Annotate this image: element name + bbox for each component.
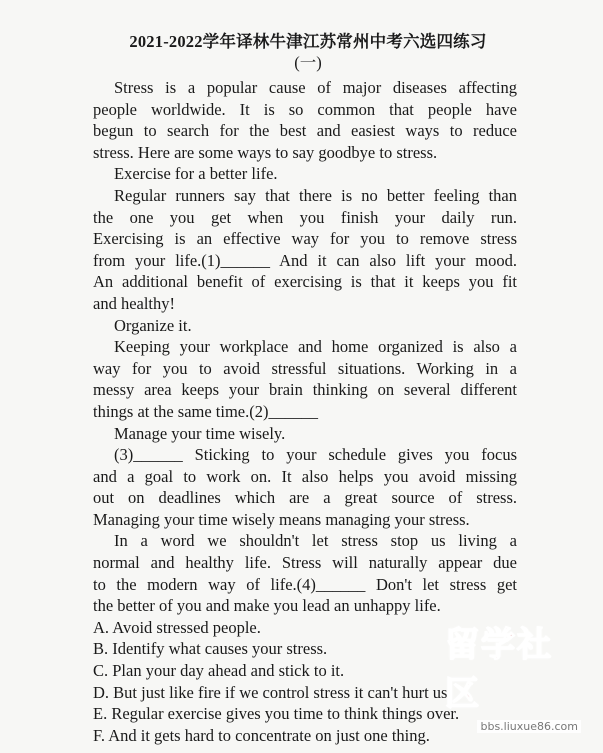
passage-line: Regular runners say that there is no better feeling than — [114, 185, 517, 205]
document-title: 2021-2022学年译林牛津江苏常州中考六选四练习 — [129, 32, 487, 51]
section-heading: Exercise for a better life. — [114, 164, 278, 184]
option-c: C. Plan your day ahead and stick to it. — [93, 661, 345, 681]
passage-line: normal and healthy life. Stress will naturally appear due — [93, 553, 517, 573]
passage-line: begun to search for the best and easiest ways to reduce — [93, 121, 517, 141]
passage-line: way for you to avoid stressful situations. Working in a — [93, 358, 517, 378]
watermark-url: bbs.liuxue86.com — [477, 720, 581, 733]
passage-line: things at the same time.(2)______ — [93, 401, 318, 421]
watermark-brand: 留学社区 — [445, 625, 553, 714]
passage — [93, 77, 517, 617]
section-heading: Organize it. — [114, 315, 192, 335]
option-f: F. And it gets hard to concentrate on just one thing. — [93, 725, 430, 745]
passage-line: out on deadlines which are a great source of stress. — [93, 488, 517, 508]
site-watermark — [445, 625, 595, 745]
passage-line: Keeping your workplace and home organized is also a — [114, 337, 517, 357]
passage-line: Managing your time wisely means managing your stress. — [93, 509, 470, 529]
option-b: B. Identify what causes your stress. — [93, 639, 328, 659]
option-d: D. But just like fire if we control stress it can't hurt us. — [93, 682, 452, 702]
passage-line: from your life.(1)______ And it can also lift your mood. — [93, 250, 517, 270]
option-a: A. Avoid stressed people. — [93, 617, 261, 637]
passage-line: (3)______ Sticking to your schedule gives you focus — [114, 445, 517, 465]
passage-line: In a word we shouldn't let stress stop us living a — [114, 531, 517, 551]
option-e: E. Regular exercise gives you time to think things over. — [93, 704, 460, 724]
passage-line: Stress is a popular cause of major diseases affecting — [114, 78, 517, 97]
passage-line: and healthy! — [93, 293, 176, 313]
passage-line: the one you get when you finish your daily run. — [93, 207, 517, 227]
passage-line: and a goal to work on. It also helps you avoid missing — [93, 466, 517, 486]
passage-line: stress. Here are some ways to say goodbye to stress. — [93, 142, 438, 162]
passage-line: An additional benefit of exercising is that it keeps you fit — [93, 272, 517, 292]
document-subtitle: (一) — [294, 53, 322, 72]
passage-line: the better of you and make you lead an unhappy life. — [93, 596, 441, 616]
section-heading: Manage your time wisely. — [114, 423, 286, 443]
passage-line: Exercising is an effective way for you to remove stress — [93, 229, 517, 249]
passage-line: to the modern way of life.(4)______ Don't let stress get — [93, 574, 517, 594]
passage-line: people worldwide. It is so common that people have — [93, 99, 517, 119]
passage-line: messy area keeps your brain thinking on several different — [93, 380, 517, 400]
